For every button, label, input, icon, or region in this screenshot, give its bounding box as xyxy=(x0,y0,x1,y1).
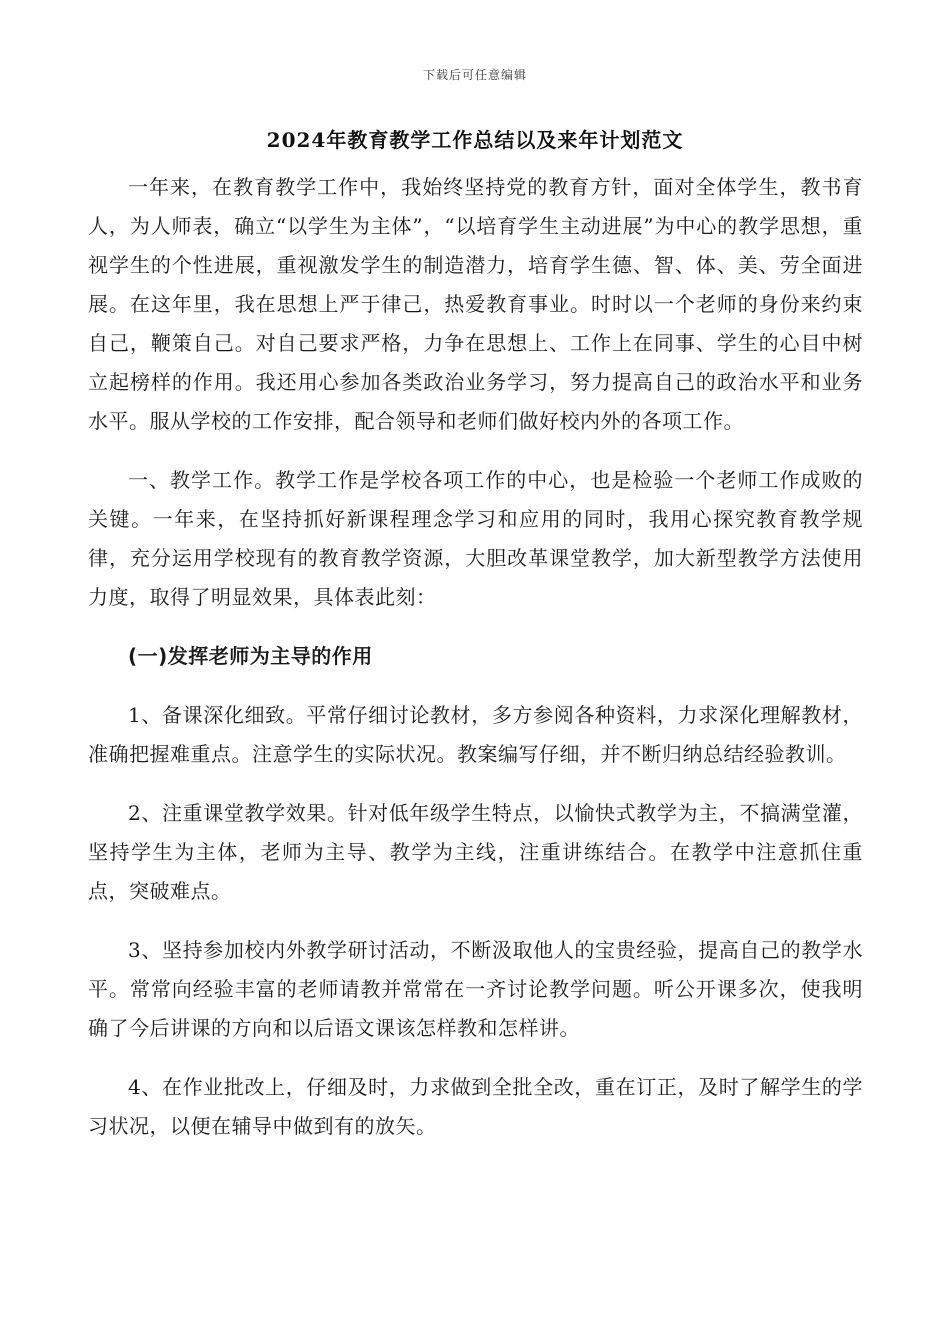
paragraph-item-4: 4、在作业批改上，仔细及时，力求做到全批全改，重在订正，及时了解学生的学习状况，以便在辅导中做到有的放矢。 xyxy=(88,1075,863,1138)
paragraph-intro: 一年来，在教育教学工作中，我始终坚持党的教育方针，面对全体学生，教书育人，为人师表，确立“以学生为主体”，“以培育学生主动进展”为中心的教学思想，重视学生的个性进展，重视激发学生的制造潜力，培育学生德、智、体、美、劳全面进展。在这年里，我在思想上严于律己，热爱教育事业。时时以一个老师的身份来约束自己，鞭策自己。对自己要求严格，力争在思想上、工作上在同事、学生的心目中树立起榜样的作用。我还用心参加各类政治业务学习，努力提高自己的政治水平和业务水平。服从学校的工作安排，配合领导和老师们做好校内外的各项工作。 xyxy=(88,175,863,433)
document-title: 2024年教育教学工作总结以及来年计划范文 xyxy=(266,128,684,152)
section-heading: (一)发挥老师为主导的作用 xyxy=(128,644,373,668)
paragraph-item-3: 3、坚持参加校内外教学研讨活动，不断汲取他人的宝贵经验，提高自己的教学水平。常常向经验丰富的老师请教并常常在一齐讨论教学问题。听公开课多次，使我明确了今后讲课的方向和以后语文课该怎样教和怎样讲。 xyxy=(88,938,863,1040)
header-note: 下载后可任意编辑 xyxy=(422,68,527,82)
paragraph-item-1: 1、备课深化细致。平常仔细讨论教材，多方参阅各种资料，力求深化理解教材，准确把握难重点。注意学生的实际状况。教案编写仔细，并不断归纳总结经验教训。 xyxy=(88,703,863,766)
paragraph-teaching-work: 一、教学工作。教学工作是学校各项工作的中心，也是检验一个老师工作成败的关键。一年来，在坚持抓好新课程理念学习和应用的同时，我用心探究教育教学规律，充分运用学校现有的教育教学资源，大胆改革课堂教学，加大新型教学方法使用力度，取得了明显效果，具体表此刻： xyxy=(88,468,863,609)
paragraph-item-2: 2、注重课堂教学效果。针对低年级学生特点，以愉快式教学为主，不搞满堂灌，坚持学生为主体，老师为主导、教学为主线，注重讲练结合。在教学中注意抓住重点，突破难点。 xyxy=(88,801,863,903)
document-body xyxy=(88,168,863,1166)
